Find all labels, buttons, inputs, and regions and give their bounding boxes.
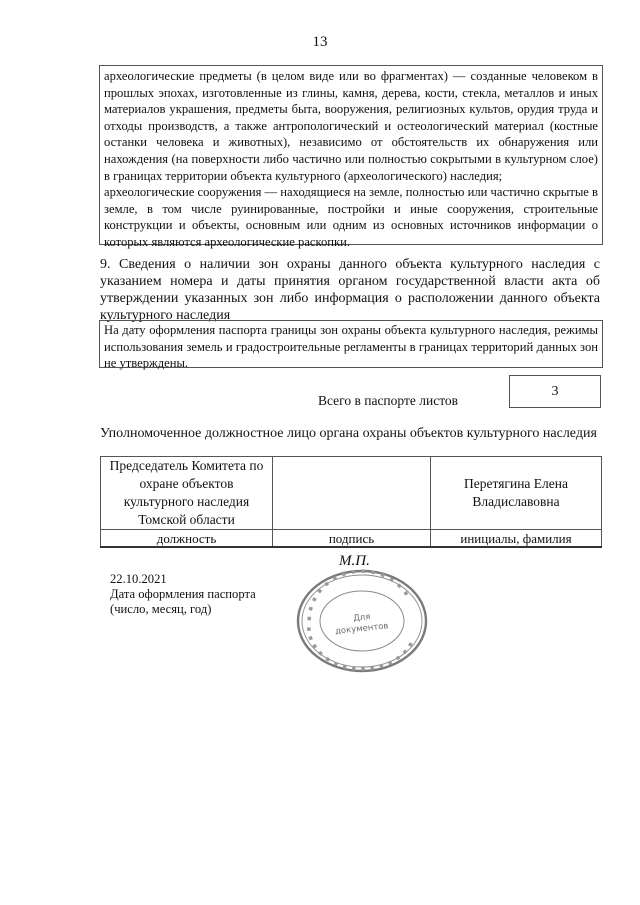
svg-text:▪ ▪ ▪ ▪ ▪ ▪ ▪ ▪ ▪ ▪ ▪ ▪ ▪ ▪: ▪ ▪ ▪ ▪ ▪ ▪ ▪ ▪ ▪ ▪ ▪ ▪ ▪ ▪: [304, 569, 412, 622]
definition-archaeological-structures: археологические сооружения — находящиеся на земле, полностью или частично скрытые в земле, в том числе руинированные, постройки и иные сооружения, строительные конструкции и объекты, основным или одним из основных источников информации о которых являются археологические раскопки.: [104, 185, 598, 249]
caption-signature: подпись: [273, 530, 431, 548]
issue-date-label: Дата оформления паспорта: [110, 587, 256, 601]
svg-text:▪ ▪ ▪ ▪ ▪ ▪ ▪ ▪ ▪ ▪ ▪ ▪ ▪ ▪ ▪: ▪ ▪ ▪ ▪ ▪ ▪ ▪ ▪ ▪ ▪ ▪ ▪ ▪ ▪ ▪: [304, 626, 416, 673]
official-name: Перетягина Елена Владиславовна: [431, 457, 602, 530]
total-sheets-label: Всего в паспорте листов: [318, 393, 459, 408]
signature-caption-row: [101, 530, 602, 548]
section-9-heading: 9. Сведения о наличии зон охраны данного объекта культурного наследия с указанием номера и даты принятия органом государственной власти акта об утверждении указанных зон либо информация о расположении данного объекта культурного наследия: [100, 257, 600, 323]
issue-date: 22.10.2021: [110, 572, 167, 586]
official-seal-stamp: [289, 569, 435, 673]
official-signature: [273, 457, 431, 530]
signature-table: [100, 456, 602, 548]
caption-position: должность: [101, 530, 273, 548]
svg-text:Для: Для: [352, 612, 371, 624]
definition-archaeological-items: археологические предметы (в целом виде или во фрагментах) — созданные человеком в прошлых эпохах, изготовленные из глины, камня, дерева, кости, стекла, металлов и иных материалов украшения, предметы быта, вооружения, религиозных культов, орудия труда и отходы производств, а также антропологический и остеологический материал (костные останки человека и животных), независимо от обстоятельств их обнаружения или нахождения (на поверхности либо частично или полностью сокрытыми в культурном слое) в границах территории объекта культурного (археологического) наследия;: [104, 69, 598, 183]
issue-date-hint: (число, месяц, год): [110, 602, 212, 616]
page-number: 13: [312, 34, 328, 50]
section-9-content-box: На дату оформления паспорта границы зон охраны объекта культурного наследия, режимы использования земель и градостроительные регламенты в границах территорий данных зон не утверждены.: [99, 320, 603, 368]
archaeology-definitions-box: [99, 65, 603, 249]
mp-label: М.П.: [339, 553, 370, 569]
authorized-official-heading: Уполномоченное должностное лицо органа охраны объектов культурного наследия: [100, 426, 597, 441]
official-position: Председатель Комитета по охране объектов культурного наследия Томской области: [101, 457, 273, 530]
svg-text:документов: документов: [334, 621, 389, 637]
signature-row: [101, 457, 602, 530]
total-sheets-value: 3: [509, 375, 601, 408]
date-block: [110, 572, 256, 617]
caption-name: инициалы, фамилия: [431, 530, 602, 548]
